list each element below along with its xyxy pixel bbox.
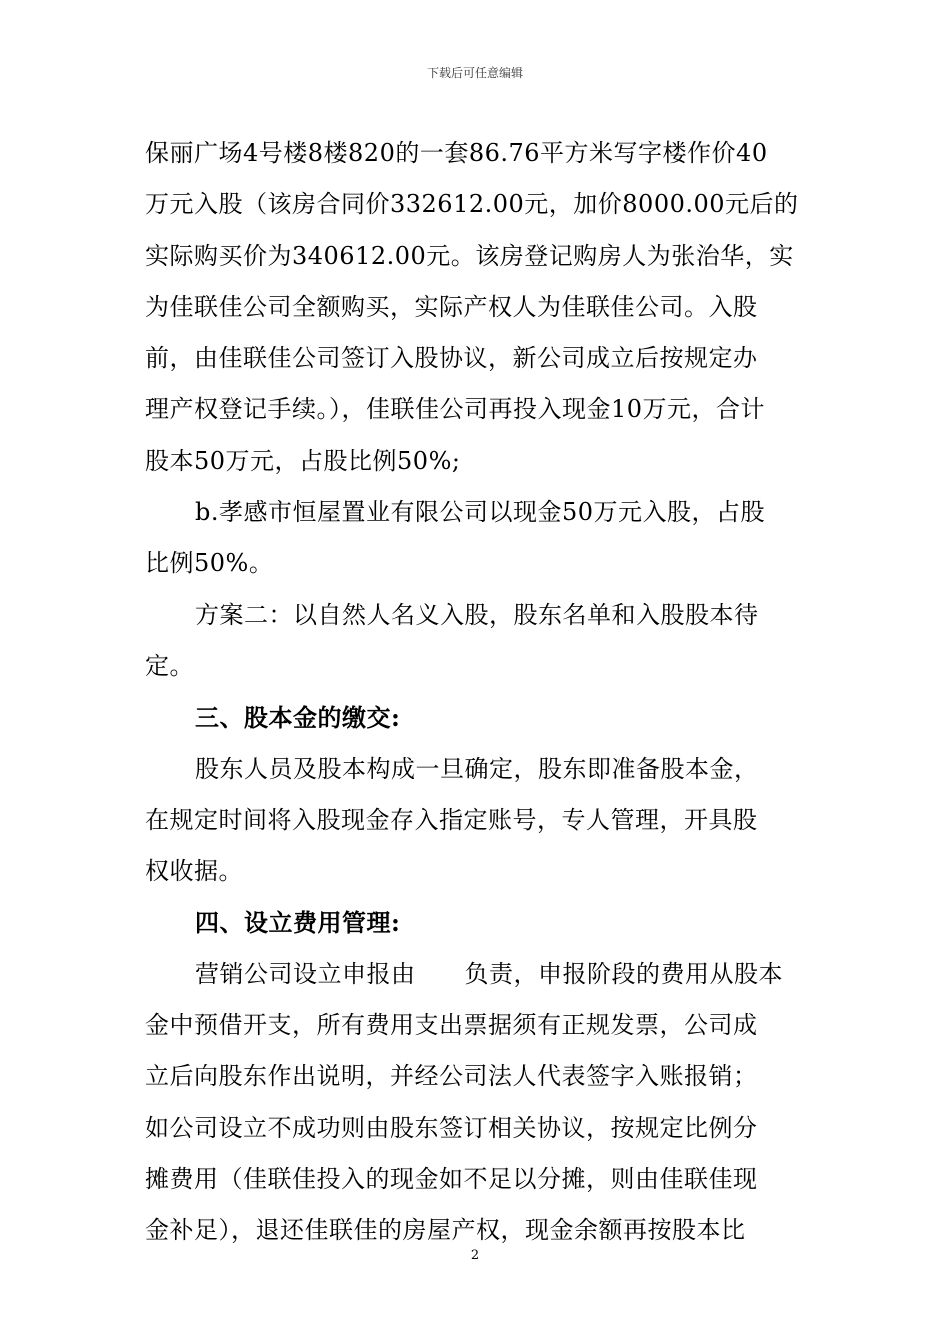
paragraph-line: 股本50万元，占股比例50%; [145,446,461,475]
paragraph-line: 实际购买价为340612.00元。该房登记购房人为张治华，实 [145,241,794,270]
section-heading-capital-payment: 三、股本金的缴交: [195,703,401,733]
paragraph-line: 如公司设立不成功则由股东签订相关协议，按规定比例分 [145,1113,758,1142]
paragraph-line: 金中预借开支，所有费用支出票据须有正规发票，公司成 [145,1011,758,1040]
paragraph-line: 定。 [145,651,194,680]
paragraph-line: 金补足），退还佳联佳的房屋产权，现金余额再按股本比 [145,1216,746,1245]
paragraph-line: 权收据。 [145,857,243,886]
paragraph-line: 比例50%。 [145,549,274,578]
document-body [145,128,810,1257]
paragraph-line: 前，由佳联佳公司签订入股协议，新公司成立后按规定办 [145,344,758,373]
paragraph-line: 股东人员及股本构成一旦确定，股东即准备股本金， [195,754,759,783]
paragraph-line: 在规定时间将入股现金存入指定账号，专人管理，开具股 [145,805,758,834]
paragraph-line: b.孝感市恒屋置业有限公司以现金50万元入股，占股 [195,498,766,527]
page-number: 2 [470,1248,480,1263]
paragraph-line: 摊费用（佳联佳投入的现金如不足以分摊，则由佳联佳现 [145,1164,758,1193]
paragraph-line: 万元入股（该房合同价332612.00元，加价8000.00元后的 [145,190,799,219]
paragraph-line: 立后向股东作出说明，并经公司法人代表签字入账报销； [145,1062,758,1091]
paragraph-line: 保丽广场4号楼8楼820的一套86.76平方米写字楼作价40 [145,139,768,167]
paragraph-line: 为佳联佳公司全额购买，实际产权人为佳联佳公司。入股 [145,292,758,321]
paragraph-line: 营销公司设立申报由 负责，申报阶段的费用从股本 [195,959,783,988]
section-heading-expense-management: 四、设立费用管理: [195,908,401,938]
paragraph-line: 方案二：以自然人名义入股，股东名单和入股股本待 [195,600,759,629]
page-header-note: 下载后可任意编辑 [426,66,523,80]
paragraph-line: 理产权登记手续。），佳联佳公司再投入现金10万元，合计 [145,395,766,424]
